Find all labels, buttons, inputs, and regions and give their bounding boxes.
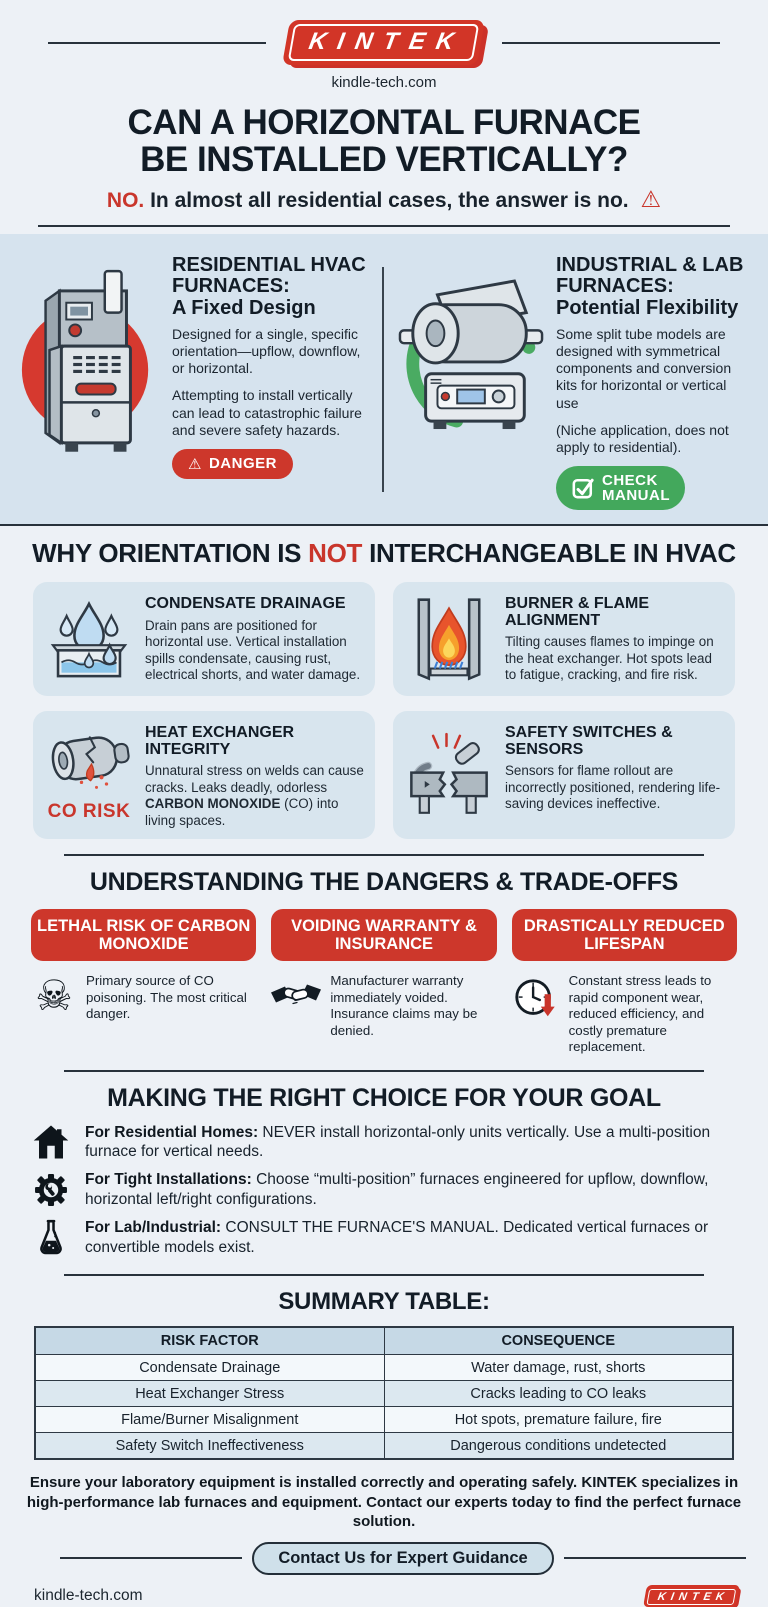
comparison-band	[0, 234, 768, 524]
card-text	[505, 594, 725, 686]
card-body-post: (CO) into living spaces.	[145, 796, 339, 828]
cell-risk: Condensate Drainage	[35, 1355, 384, 1381]
residential-text	[162, 253, 382, 510]
danger-badge-label: DANGER	[208, 455, 277, 473]
check-manual-badge	[556, 466, 685, 510]
industrial-para2: (Niche application, does not apply to residential).	[556, 421, 729, 455]
danger-item-warranty	[271, 973, 496, 1055]
divider	[64, 1274, 704, 1276]
footer	[0, 1473, 768, 1607]
footer-text: Ensure your laboratory equipment is installed correctly and operating safely. KINTEK specializes in high-performance lab furnaces and equipment. Contact our experts today to find the perfect furnace solution.	[26, 1474, 742, 1531]
banner-lifespan: DRASTICALLY REDUCED LIFESPAN	[512, 909, 737, 961]
banner-lethal-co: LETHAL RISK OF CARBON MONOXIDE	[31, 909, 256, 961]
header	[0, 0, 768, 227]
card-body-bold: CARBON MONOXIDE	[145, 796, 281, 812]
residential-para1: Designed for a single, specific orientation—upflow, downflow, or horizontal.	[172, 326, 361, 377]
choice-lab	[31, 1218, 737, 1259]
residential-para2: Attempting to install vertically can lead to catastrophic failure and severe safety hazards.	[172, 387, 362, 438]
why-title-pre: WHY ORIENTATION IS	[32, 537, 309, 568]
header-rule-left	[48, 42, 266, 44]
cracked-exchanger-icon	[41, 723, 137, 830]
choice-lead: For Lab/Industrial:	[85, 1219, 222, 1237]
card-title: BURNER & FLAME ALIGNMENT	[505, 594, 649, 629]
why-title-not: NOT	[308, 537, 363, 568]
danger-item-text: Constant stress leads to rapid component wear, reduced efficiency, and costly premature replacement.	[568, 973, 712, 1055]
answer-text: In almost all residential cases, the answer is no.	[144, 189, 629, 213]
page-title	[0, 104, 768, 178]
cell-risk: Flame/Burner Misalignment	[35, 1407, 384, 1433]
cell-risk: Heat Exchanger Stress	[35, 1381, 384, 1407]
danger-item-co	[31, 973, 256, 1055]
danger-item-text: Manufacturer warranty immediately voided. Insurance claims may be denied.	[330, 973, 478, 1038]
card-burner-flame	[393, 582, 735, 696]
site-url: kindle-tech.com	[331, 74, 437, 91]
summary-table	[34, 1326, 734, 1460]
choices-title: MAKING THE RIGHT CHOICE FOR YOUR GOAL	[107, 1083, 661, 1112]
card-body: Drain pans are positioned for horizontal use. Vertical installation spills condensate, causing rust, electrical shorts, and water damage.	[145, 617, 361, 682]
table-row	[35, 1407, 733, 1433]
card-body	[145, 763, 365, 829]
check-manual-label	[602, 473, 670, 503]
dangers-title: UNDERSTANDING THE DANGERS & TRADE-OFFS	[89, 868, 679, 897]
cell-consequence: Dangerous conditions undetected	[384, 1433, 733, 1460]
card-title: HEAT EXCHANGER INTEGRITY	[145, 723, 295, 758]
card-title: SAFETY SWITCHES & SENSORS	[505, 723, 673, 758]
flask-icon	[31, 1218, 71, 1259]
page-title-line1: CAN A HORIZONTAL FURNACE	[127, 103, 641, 142]
broken-switch-icon	[401, 723, 497, 830]
house-icon	[31, 1123, 71, 1160]
banner-warranty: VOIDING WARRANTY & INSURANCE	[271, 909, 496, 961]
danger-badge	[172, 449, 293, 479]
industrial-column	[384, 249, 766, 510]
skull-crossbones-icon: ☠	[35, 971, 73, 1021]
choice-text	[85, 1170, 737, 1209]
choice-lead: For Residential Homes:	[85, 1123, 259, 1141]
card-text	[145, 594, 365, 686]
header-rule-right	[502, 42, 720, 44]
co-risk-label: CO RISK	[47, 801, 131, 822]
summary-section	[0, 1288, 768, 1460]
footer-bottom-row	[0, 1575, 768, 1607]
cell-consequence: Water damage, rust, shorts	[384, 1355, 733, 1381]
divider	[64, 854, 704, 856]
footer-kintek-logo	[643, 1585, 740, 1607]
kintek-logo	[282, 20, 485, 65]
answer-no: NO.	[106, 189, 145, 213]
cell-consequence: Hot spots, premature failure, fire	[384, 1407, 733, 1433]
choice-body: NEVER install horizontal-only units vertically. Use a multi-position furnace for vertical needs.	[85, 1123, 711, 1161]
table-row	[35, 1355, 733, 1381]
furnace-icon	[14, 253, 162, 461]
page-title-line2: BE INSTALLED VERTICALLY?	[140, 140, 628, 180]
industrial-text	[546, 253, 766, 510]
tube-furnace-icon	[398, 253, 546, 461]
card-text	[505, 723, 725, 830]
choice-body: CONSULT THE FURNACE'S MANUAL. Dedicated vertical furnaces or convertible models exist.	[85, 1219, 709, 1256]
card-safety-switches	[393, 711, 735, 840]
clock-decline-icon	[512, 973, 560, 1023]
industrial-para1: Some split tube models are designed with symmetrical components and conversion kits for horizontal or vertical use	[556, 326, 732, 411]
warning-triangle-icon: ⚠	[640, 186, 662, 213]
card-heat-exchanger	[33, 711, 375, 840]
burner-flame-icon	[401, 594, 497, 686]
choices-section	[0, 1084, 768, 1277]
kintek-logo-text: KINTEK	[288, 24, 480, 61]
gear-wrench-icon	[31, 1170, 71, 1209]
divider	[64, 1070, 704, 1072]
droplet-pan-icon	[41, 594, 137, 686]
logo-row	[0, 20, 768, 65]
card-text	[145, 723, 365, 830]
danger-warning-icon: ⚠	[188, 455, 202, 473]
cta-rule-left	[60, 1557, 242, 1559]
check-manual-line2: MANUAL	[602, 486, 670, 504]
table-row	[35, 1433, 733, 1460]
residential-subheading: A Fixed Design	[172, 297, 316, 320]
residential-heading: RESIDENTIAL HVAC FURNACES:	[172, 254, 366, 298]
why-title-post: INTERCHANGEABLE IN HVAC	[362, 537, 736, 568]
industrial-heading: INDUSTRIAL & LAB FURNACES:	[556, 254, 744, 298]
dangers-section	[0, 868, 768, 1071]
choice-residential	[31, 1123, 737, 1162]
residential-column	[0, 249, 382, 510]
contact-button[interactable]: Contact Us for Expert Guidance	[252, 1542, 553, 1575]
why-section	[0, 538, 768, 857]
card-condensate-drainage	[33, 582, 375, 696]
choice-lead: For Tight Installations:	[85, 1171, 252, 1189]
why-title	[0, 538, 768, 569]
choice-body: Choose “multi-position” furnaces engineered for upflow, downflow, horizontal left/right configurations.	[85, 1171, 709, 1208]
danger-item-lifespan	[512, 973, 737, 1055]
checkbox-icon	[571, 476, 595, 500]
cell-consequence: Cracks leading to CO leaks	[384, 1381, 733, 1407]
choice-tight	[31, 1170, 737, 1209]
summary-title: SUMMARY TABLE:	[278, 1288, 490, 1316]
handshake-icon	[271, 973, 321, 1017]
footer-kintek-logo-text: KINTEK	[646, 1589, 736, 1605]
choice-text	[85, 1123, 737, 1162]
card-body: Sensors for flame rollout are incorrectly positioned, rendering life-saving devices ineffective.	[505, 763, 721, 812]
col-risk-factor: RISK FACTOR	[35, 1327, 384, 1355]
card-title: CONDENSATE DRAINAGE	[145, 594, 346, 612]
card-body-pre: Unnatural stress on welds can cause cracks. Leaks deadly, odorless	[145, 763, 364, 795]
check-manual-line1: CHECK	[602, 471, 658, 489]
divider	[0, 524, 768, 526]
cell-risk: Safety Switch Ineffectiveness	[35, 1433, 384, 1460]
cta-rule-right	[564, 1557, 746, 1559]
card-body: Tilting causes flames to impinge on the heat exchanger. Hot spots lead to fatigue, cracking, and fire risk.	[505, 634, 714, 683]
footer-site-url: kindle-tech.com	[34, 1586, 143, 1604]
divider	[38, 225, 730, 227]
table-row	[35, 1381, 733, 1407]
industrial-subheading: Potential Flexibility	[556, 297, 739, 320]
danger-item-text: Primary source of CO poisoning. The most critical danger.	[86, 973, 247, 1022]
answer-line	[0, 186, 768, 213]
residential-furnace-illustration	[14, 253, 162, 510]
cta-row	[0, 1536, 768, 1575]
choice-text	[85, 1218, 737, 1257]
col-consequence: CONSEQUENCE	[384, 1327, 733, 1355]
tube-furnace-illustration	[398, 253, 546, 510]
